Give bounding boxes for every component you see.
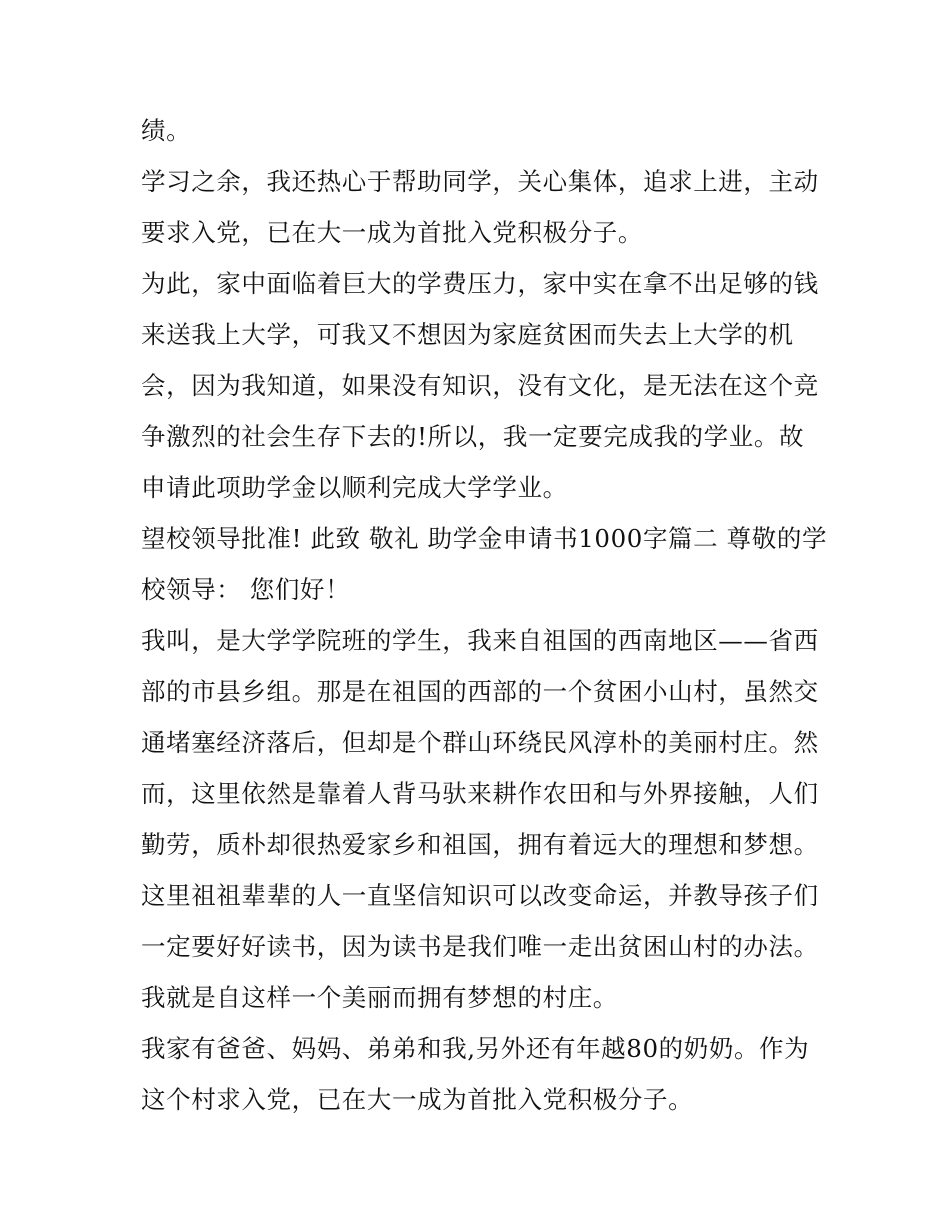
- text-line: 通堵塞经济落后，但却是个群山环绕民风淳朴的美丽村庄。然: [141, 728, 819, 757]
- text-line: 我就是自这样一个美丽而拥有梦想的村庄。: [141, 983, 618, 1012]
- document-body: [141, 105, 828, 1125]
- text-line: 要求入党，已在大一成为首批入党积极分子。: [141, 218, 643, 247]
- text-line: 勤劳，质朴却很热爱家乡和祖国，拥有着远大的理想和梦想。: [141, 830, 819, 859]
- text-line: 这里祖祖辈辈的人一直坚信知识可以改变命运，并教导孩子们: [141, 881, 819, 910]
- text-line: 而，这里依然是靠着人背马驮来耕作农田和与外界接触，人们: [141, 779, 819, 808]
- text-line: 望校领导批准! 此致 敬礼 助学金申请书1000字篇二 尊敬的学: [141, 524, 828, 553]
- text-line: 为此，家中面临着巨大的学费压力，家中实在拿不出足够的钱: [141, 269, 819, 298]
- text-line: 校领导： 您们好！: [141, 575, 351, 604]
- text-line: 学习之余，我还热心于帮助同学，关心集体，追求上进，主动: [141, 167, 819, 196]
- text-line: 我家有爸爸、妈妈、弟弟和我,另外还有年越80的奶奶。作为: [141, 1034, 810, 1063]
- text-line: 争激烈的社会生存下去的!所以，我一定要完成我的学业。故: [141, 422, 805, 451]
- text-line: 一定要好好读书，因为读书是我们唯一走出贫困山村的办法。: [141, 932, 819, 961]
- text-line: 这个村求入党，已在大一成为首批入党积极分子。: [141, 1085, 694, 1114]
- text-line: 绩。: [141, 116, 192, 145]
- text-line: 申请此项助学金以顺利完成大学学业。: [141, 473, 568, 502]
- text-line: 会，因为我知道，如果没有知识，没有文化，是无法在这个竞: [141, 371, 819, 400]
- text-line: 我叫，是大学学院班的学生，我来自祖国的西南地区——省西: [141, 626, 819, 655]
- text-line: 来送我上大学，可我又不想因为家庭贫困而失去上大学的机: [141, 320, 794, 349]
- text-line: 部的市县乡组。那是在祖国的西部的一个贫困小山村，虽然交: [141, 677, 819, 706]
